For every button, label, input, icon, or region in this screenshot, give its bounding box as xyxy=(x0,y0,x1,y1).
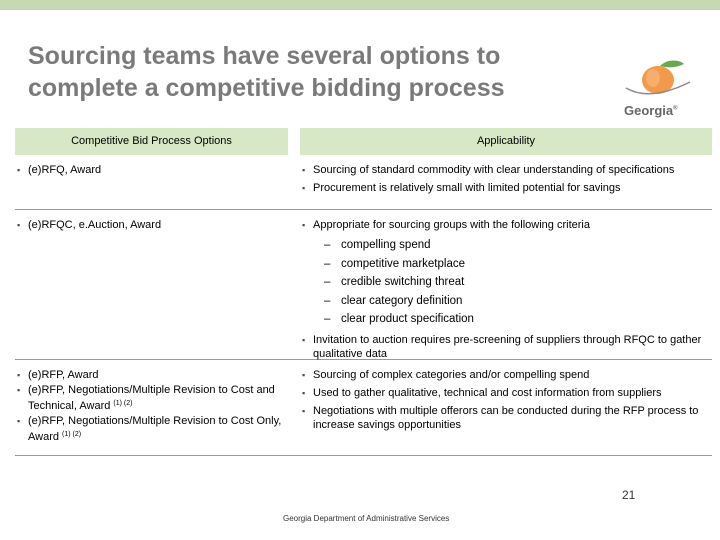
option-item: ▪ (e)RFP, Negotiations/Multiple Revision to Cost Only, Award $^{(1) (2)}$ xyxy=(15,414,288,444)
table-row xyxy=(15,210,712,360)
footnote-ref: (1) (2) xyxy=(62,431,82,438)
applicability-item: ▪ Appropriate for sourcing groups with the following criteria xyxy=(300,218,712,232)
criteria-item: – clear product specification xyxy=(300,310,712,329)
applicability-item: ▪ Sourcing of standard commodity with clear understanding of specifications xyxy=(300,163,712,177)
applicability-cell xyxy=(300,155,712,209)
applicability-item: ▪ Invitation to auction requires pre-screening of suppliers through RFQC to gather qualitative data xyxy=(300,333,712,361)
option-item: ▪ (e)RFP, Negotiations/Multiple Revision to Cost and Technical, Award $^{(1) (2)}$ xyxy=(15,383,288,413)
page-number: 21 xyxy=(622,488,636,502)
criteria-item: – competitive marketplace xyxy=(300,255,712,274)
criteria-item: – clear category definition xyxy=(300,292,712,311)
footer-text: Georgia Department of Administrative Services xyxy=(283,514,450,523)
header-options: Competitive Bid Process Options xyxy=(15,128,288,155)
applicability-cell xyxy=(300,360,712,455)
footnote-ref: (1) (2) xyxy=(113,400,133,407)
leaf-icon xyxy=(660,61,684,68)
table-header xyxy=(15,128,712,155)
option-item: ▪ (e)RFP, Award xyxy=(15,368,288,382)
option-item: ▪ (e)RFQC, e.Auction, Award xyxy=(15,218,288,232)
logo-text: Georgia® xyxy=(624,103,678,118)
applicability-item: ▪ Used to gather qualitative, technical and cost information from suppliers xyxy=(300,386,712,400)
options-cell xyxy=(15,360,288,455)
header-applicability: Applicability xyxy=(300,128,712,155)
table-row xyxy=(15,360,712,456)
bid-options-table xyxy=(15,128,712,456)
applicability-item: ▪ Negotiations with multiple offerors can be conducted during the RFP process to increase savings opportunities xyxy=(300,404,712,432)
top-bar xyxy=(0,0,720,10)
applicability-cell xyxy=(300,210,712,359)
criteria-item: – compelling spend xyxy=(300,236,712,255)
applicability-item: ▪ Sourcing of complex categories and/or compelling spend xyxy=(300,368,712,382)
slide-title: Sourcing teams have several options to complete a competitive bidding process xyxy=(28,42,505,102)
options-cell xyxy=(15,210,288,359)
criteria-item: – credible switching threat xyxy=(300,273,712,292)
table-row xyxy=(15,155,712,210)
options-cell xyxy=(15,155,288,209)
option-item: ▪ (e)RFQ, Award xyxy=(15,163,288,177)
criteria-list xyxy=(300,236,712,329)
applicability-item: ▪ Procurement is relatively small with limited potential for savings xyxy=(300,181,712,195)
